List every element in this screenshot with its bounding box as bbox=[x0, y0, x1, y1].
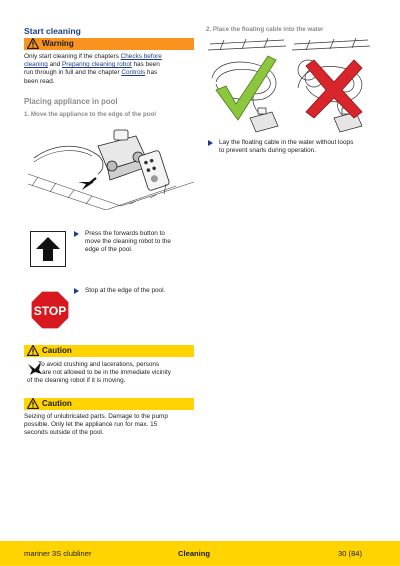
stop-sign-text: STOP bbox=[33, 304, 67, 318]
caution-triangle-icon bbox=[27, 345, 39, 356]
robot-pool-edge-illustration bbox=[26, 124, 196, 210]
forward-button-icon bbox=[30, 231, 66, 267]
warning-label: Warning bbox=[42, 39, 74, 48]
caution-label-1: Caution bbox=[42, 346, 72, 355]
cross-icon bbox=[306, 60, 362, 118]
page-footer bbox=[0, 541, 400, 566]
footer-page-number: 30 (84) bbox=[338, 549, 363, 558]
link-checks-before-cleaning[interactable]: Checks before bbox=[120, 53, 162, 60]
step-1-label: 1. Move the appliance to the edge of the pool bbox=[24, 111, 157, 118]
step-2-label: 2. Place the floating cable into the water bbox=[206, 26, 324, 33]
stop-sign-icon bbox=[30, 290, 70, 330]
caution-bar-2 bbox=[24, 398, 194, 410]
link-checks-before-cleaning-cont[interactable]: cleaning bbox=[24, 61, 48, 69]
cable-correct-illustration bbox=[206, 38, 288, 134]
caution-label-2: Caution bbox=[42, 399, 72, 408]
caution-1-text: To avoid crushing and lacerations, persons are not allowed to be in the immediate vicinity of the cleaning robot if it is moving. bbox=[27, 361, 171, 385]
link-controls[interactable]: Controls bbox=[121, 69, 146, 77]
subheading-placing-appliance: Placing appliance in pool bbox=[24, 97, 118, 106]
caution-bar-1 bbox=[24, 345, 194, 357]
caution-2-text: Seizing of unlubricated parts. Damage to the pump possible. Only let the appliance run for max. 15 seconds outside of the pool. bbox=[24, 413, 168, 437]
cable-wrong-illustration bbox=[290, 38, 372, 134]
intro-paragraph: Only start cleaning if the chapters Checks before cleaning and Preparing cleaning robot has been run through in full and the chapter Controls has been read. bbox=[24, 53, 162, 85]
section-title: Start cleaning bbox=[24, 26, 81, 36]
link-preparing-cleaning-robot[interactable]: Preparing cleaning robot bbox=[62, 61, 132, 69]
warning-bar bbox=[24, 38, 194, 50]
bullet-arrow-icon bbox=[74, 231, 79, 237]
warning-triangle-icon bbox=[27, 38, 39, 49]
caution-triangle-icon bbox=[27, 398, 39, 409]
checkmark-icon bbox=[216, 56, 276, 120]
bullet-arrow-icon bbox=[208, 140, 213, 146]
bullet-arrow-icon bbox=[74, 288, 79, 294]
footer-chapter: Cleaning bbox=[178, 549, 211, 558]
footer-product: mariner 3S clubliner bbox=[24, 549, 92, 558]
